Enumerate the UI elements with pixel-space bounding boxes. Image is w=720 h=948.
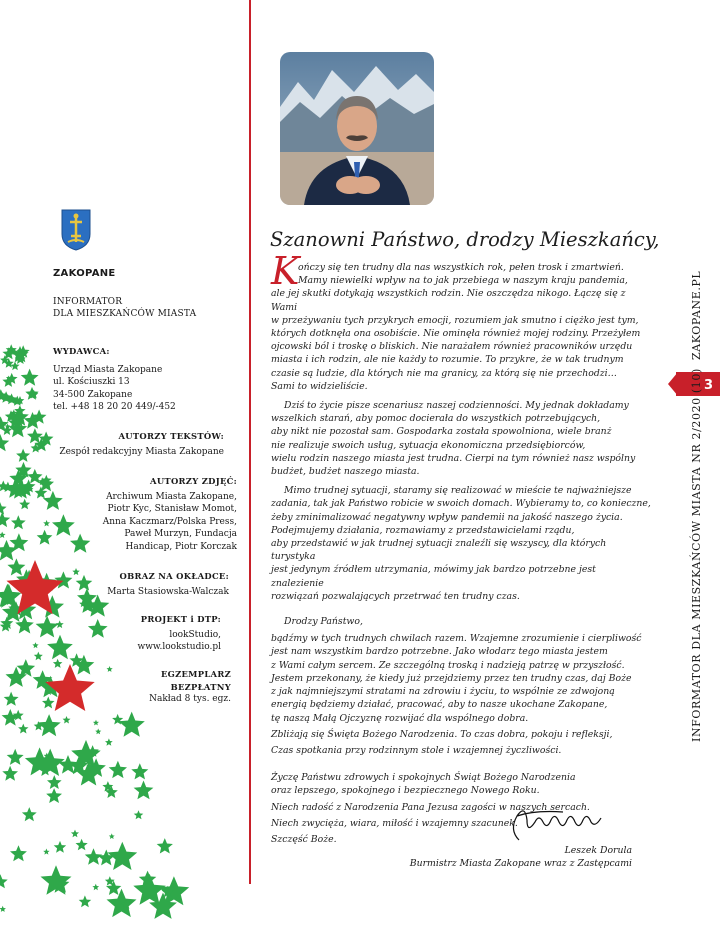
star-icon	[109, 761, 127, 778]
spine-title: INFORMATOR DLA MIESZKAŃCÓW MIASTA NR 2/2020 (10)	[690, 368, 703, 742]
star-icon	[46, 788, 62, 803]
star-icon	[19, 499, 30, 510]
letter-line: rozwiązań pozwalających przetrwać ten trudny czas.	[271, 590, 520, 602]
star-icon	[119, 712, 145, 737]
star-icon	[52, 514, 75, 536]
star-icon	[63, 716, 71, 724]
star-icon	[109, 833, 115, 839]
letter-line: ojcowski ból i troskę o bliskich. Nie narażałem również pracowników urzędu	[271, 341, 633, 353]
letter-line: wielu rodzin naszego miasta jest trudna. Cierpi na tym również nasz wspólny	[271, 452, 636, 464]
letter-line: aby przedstawić w jak trudnej sytuacji znaleźli się wszyscy, dla których turystyka	[271, 538, 607, 563]
star-icon	[43, 491, 63, 510]
letter-line: Jestem przekonany, że kiedy już przejdziemy przez ten trudny czas, daj Boże	[271, 672, 632, 684]
mayor-photo	[280, 52, 434, 205]
star-icon	[21, 369, 39, 386]
star-icon	[16, 449, 30, 462]
drop-cap: K	[271, 249, 300, 293]
star-icon	[7, 749, 24, 765]
letter-line: Mimo trudnej sytuacji, staramy się realizować w mieście te najważniejsze	[284, 485, 632, 497]
informator-line1: INFORMATOR	[53, 297, 123, 307]
informator-title	[53, 296, 196, 320]
letter-line: z jak najmniejszymi stratami na zdrowiu i życiu, to wspólnie ze zdwojoną	[271, 686, 615, 698]
letter-line: ończy się ten trudny dla nas wszystkich rok, pełen trosk i zmartwień.	[298, 262, 624, 273]
photos-line: Handicap, Piotr Korczak	[125, 541, 237, 552]
informator-line2: DLA MIESZKAŃCÓW MIASTA	[53, 309, 197, 319]
letter-line: energią będziemy działać, pracować, aby to nasze ukochane Zakopane,	[271, 699, 608, 711]
star-icon	[105, 738, 113, 745]
star-icon	[95, 729, 101, 735]
star-icon	[4, 692, 19, 706]
publisher-heading: WYDAWCA:	[53, 346, 110, 356]
publisher-line: ul. Kościuszki 13	[53, 377, 130, 388]
star-icon	[0, 434, 9, 451]
star-icon	[53, 659, 63, 668]
letter-line: oraz lepszego, spokojnego i bezpiecznego Nowego Roku.	[271, 785, 540, 797]
star-icon	[43, 520, 50, 527]
star-icon	[107, 666, 113, 672]
copies-block	[149, 668, 231, 706]
star-icon	[71, 830, 79, 838]
city-name: ZAKOPANE	[53, 268, 116, 279]
publisher-line: tel. +48 18 20 20 449/-452	[53, 402, 176, 413]
copies-value: Nakład 8 tys. egz.	[149, 694, 231, 705]
photos-line: Anna Kaczmarz/Polska Press,	[102, 516, 237, 527]
star-icon	[0, 906, 6, 912]
letter-line: budżet, budżet naszego miasta.	[271, 466, 420, 478]
star-icon	[0, 502, 7, 515]
handwritten-signature	[505, 800, 615, 850]
letter-line: jest jedynym źródłem utrzymania, mówimy jak bardzo potrzebne jest znalezienie	[271, 564, 596, 589]
letter-line: Czas spotkania przy rodzinnym stole i wzajemnej życzliwości.	[271, 744, 562, 756]
spine-url-wrap	[690, 271, 703, 360]
publisher-line: 34-500 Zakopane	[53, 389, 133, 400]
letter-line: Mamy niewielki wpływ na to jak przebiega w naszym kraju pandemia,	[298, 275, 628, 287]
tab-arrow-icon	[668, 372, 678, 396]
cover-block	[107, 570, 229, 598]
star-icon	[22, 807, 37, 821]
letter-line: Niech radość z Narodzenia Pana Jezusa zagości w naszych sercach.	[271, 801, 590, 813]
letter-line: w przeżywaniu tych przykrych emocji, rozumiem jak smutno i ciężko jest tym,	[271, 314, 639, 326]
spine-text	[690, 368, 703, 742]
letter-line: bądźmy w tych trudnych chwilach razem. Wzajemne zrozumienie i cierpliwość	[271, 633, 642, 645]
letter-line: jest nam wszystkim bardzo potrzebne. Jako włodarz tego miasta jestem	[271, 646, 608, 658]
star-icon	[0, 874, 8, 888]
star-icon	[76, 575, 93, 591]
letter-line: czasie są ludzie, dla których nie ma granicy, za którą się nie przechodzi…	[271, 367, 617, 379]
letter-line: nie realizuje swoich usług, sytuacja ekonomiczna przedsiębiorców,	[271, 439, 586, 451]
spine-url: ZAKOPANE.PL	[690, 270, 703, 360]
star-icon	[88, 619, 108, 638]
copies-heading: EGZEMPLARZ	[160, 669, 231, 679]
star-icon	[54, 841, 66, 853]
star-icon	[7, 558, 25, 575]
signature-name: Leszek Dorula	[564, 845, 632, 856]
letter-line: z Wami całym sercem. Ze szczególną troską i nadzieją patrzę w przyszłość.	[271, 659, 625, 671]
letter-body	[271, 261, 651, 846]
letter-greeting: Szanowni Państwo, drodzy Mieszkańcy,	[270, 228, 660, 251]
letter-line: Szczęść Boże.	[271, 833, 337, 845]
letter-line: tę naszą Małą Ojczyznę rozwijać dla wspólnego dobra.	[271, 712, 529, 724]
cover-heading: OBRAZ NA OKŁADCE:	[119, 571, 229, 581]
star-icon	[37, 530, 53, 545]
letter-line: Podejmujemy działania, rozmawiamy z przedstawicielami rządu,	[271, 524, 575, 536]
star-icon	[42, 697, 55, 709]
dtp-line: lookStudio,	[169, 629, 221, 640]
dtp-block	[137, 613, 221, 654]
letter-line: Niech zwycięża, wiara, miłość i wzajemny szacunek.	[271, 817, 518, 829]
publisher-line: Urząd Miasta Zakopane	[53, 364, 163, 375]
star-icon	[0, 532, 6, 538]
star-icon	[72, 568, 80, 575]
signature-title: Burmistrz Miasta Zakopane wraz z Zastępcami	[409, 858, 632, 869]
dtp-heading: PROJEKT i DTP:	[140, 614, 221, 624]
star-icon	[107, 842, 137, 870]
star-icon	[37, 714, 60, 736]
star-icon	[92, 884, 99, 890]
letter-line: miasta i ich rodzin, ale nie każdy to rozumie. To przykre, że w tak trudnym	[271, 354, 624, 366]
star-icon	[10, 845, 27, 861]
photo-authors-block	[103, 475, 237, 554]
star-icon	[34, 652, 43, 661]
letter-line: wszelkich starań, aby pomoc docierała do wszystkich potrzebujących,	[271, 413, 601, 425]
letter-line: ale jej skutki dotykają wszystkich rodzin. Nie oszczędza nikogo. Łączę się z Wami	[271, 288, 626, 313]
star-icon	[93, 720, 99, 726]
signature-block	[410, 844, 632, 870]
texts-authors-block	[59, 430, 224, 458]
letter-line: Sami to widzieliście.	[271, 380, 368, 392]
photos-line: Paweł Murzyn, Fundacja	[124, 529, 237, 540]
dtp-line: www.lookstudio.pl	[137, 642, 221, 653]
cover-value: Marta Stasiowska-Walczak	[107, 586, 229, 597]
star-icon	[2, 766, 18, 781]
photos-line: Piotr Kyc, Stanisław Momot,	[107, 504, 237, 515]
letter-line: których dotknęła ona osobiście. Nie ominęła również mojej rodziny. Przeżyłem	[271, 328, 641, 340]
star-icon	[157, 838, 173, 853]
photos-line: Archiwum Miasta Zakopane,	[106, 491, 237, 502]
star-icon	[70, 534, 90, 553]
letter-line: Dziś to życie pisze scenariusz naszej codzienności. My jednak dokładamy	[284, 400, 629, 412]
star-icon	[47, 635, 73, 660]
star-icon	[47, 775, 62, 789]
page-number: 3	[704, 378, 714, 393]
photos-heading: AUTORZY ZDJĘĆ:	[150, 476, 237, 486]
letter-line: Życzę Państwu zdrowych i spokojnych Świąt Bożego Narodzenia	[271, 772, 576, 784]
letter-line: Drodzy Państwo,	[284, 616, 363, 628]
star-icon	[32, 642, 38, 648]
star-icon	[11, 515, 26, 529]
letter-line: zadania, tak jak Państwo robicie w swoich domach. Wybieramy to, co konieczne,	[271, 498, 651, 510]
star-icon	[79, 895, 92, 907]
star-icon	[98, 850, 115, 866]
star-icon	[134, 810, 144, 819]
star-icon	[76, 839, 88, 851]
star-icon	[43, 849, 49, 855]
star-icon	[134, 781, 154, 800]
texts-value: Zespół redakcyjny Miasta Zakopane	[59, 446, 224, 457]
copies-heading: BEZPŁATNY	[170, 681, 231, 692]
texts-heading: AUTORZY TEKSTÓW:	[118, 431, 224, 441]
letter-line: żeby zminimalizować negatywny wpływ pandemii na jakość naszego życia.	[271, 511, 623, 523]
star-icon	[0, 512, 10, 527]
star-icon	[131, 763, 148, 779]
publisher-block	[53, 345, 176, 414]
letter-line: aby nikt nie pozostał sam. Gospodarka została spowolniona, wiele branż	[271, 426, 612, 438]
letter-line: Zbliżają się Święta Bożego Narodzenia. To czas dobra, pokoju i refleksji,	[271, 728, 613, 740]
coat-of-arms-icon	[60, 208, 92, 252]
star-icon	[18, 724, 28, 734]
